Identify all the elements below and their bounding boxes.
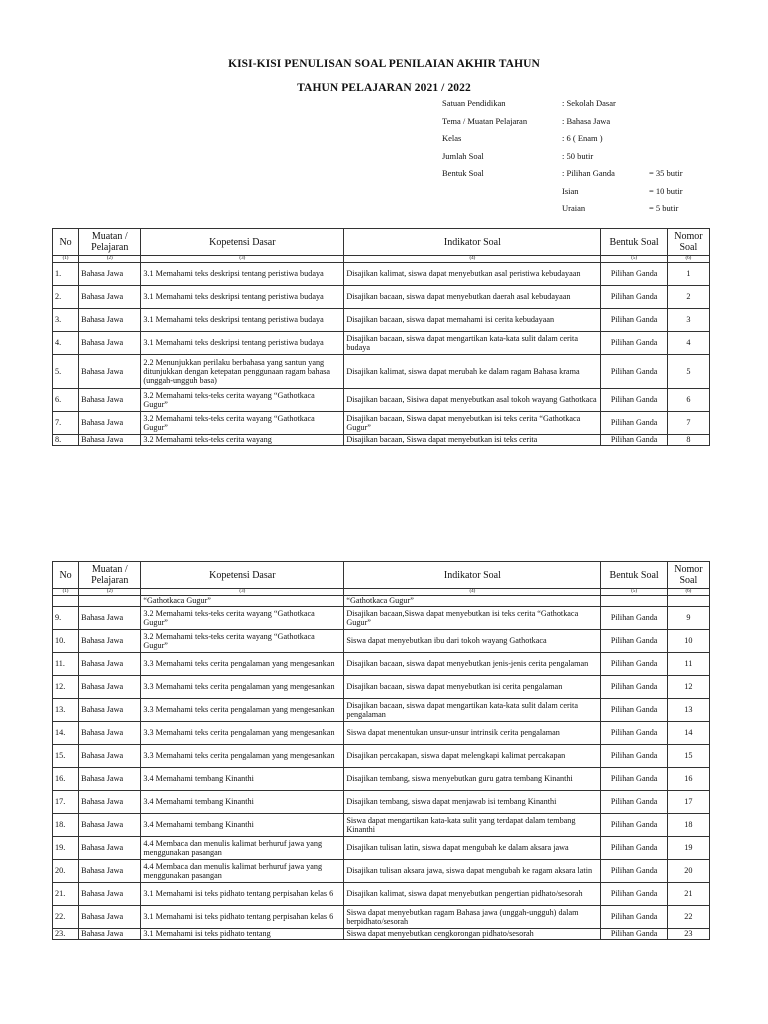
cell-no: 6. bbox=[53, 389, 79, 412]
identity-value: : Pilihan Ganda bbox=[562, 168, 615, 178]
cell-no: 16. bbox=[53, 768, 79, 791]
column-index: (2) bbox=[79, 256, 141, 263]
cell-bentuk-soal: Pilihan Ganda bbox=[601, 435, 667, 446]
cell-muatan: Bahasa Jawa bbox=[79, 883, 141, 906]
table-row bbox=[53, 745, 710, 768]
cell-kompetensi-dasar: 3.4 Memahami tembang Kinanthi bbox=[141, 768, 344, 791]
cell-bentuk-soal: Pilihan Ganda bbox=[601, 929, 667, 940]
cell-indikator: Disajikan tulisan aksara jawa, siswa dapat mengubah ke ragam aksara latin bbox=[344, 860, 601, 883]
cell-nomor-soal: 2 bbox=[667, 286, 709, 309]
cell-kompetensi-dasar: 3.3 Memahami teks cerita pengalaman yang mengesankan bbox=[141, 745, 344, 768]
column-index: (4) bbox=[344, 256, 601, 263]
cell-kompetensi-dasar: 2.2 Menunjukkan perilaku berbahasa yang santun yang ditunjukkan dengan ketepatan penggunaan ragam bahasa (unggah-ungguh basa) bbox=[141, 355, 344, 389]
column-index-row bbox=[53, 256, 710, 263]
column-index: (4) bbox=[344, 589, 601, 596]
cell-nomor-soal: 10 bbox=[667, 630, 709, 653]
cell-kompetensi-dasar: 3.2 Memahami teks-teks cerita wayang “Gathotkaca Gugur” bbox=[141, 630, 344, 653]
cell-kompetensi-dasar: 3.3 Memahami teks cerita pengalaman yang mengesankan bbox=[141, 653, 344, 676]
header-muatan bbox=[79, 562, 141, 589]
cell-indikator: Siswa dapat mengartikan kata-kata sulit yang terdapat dalam tembang Kinanthi bbox=[344, 814, 601, 837]
column-index: (5) bbox=[601, 589, 667, 596]
cell-no: 22. bbox=[53, 906, 79, 929]
cell-nomor-soal: 4 bbox=[667, 332, 709, 355]
cell-nomor-soal: 5 bbox=[667, 355, 709, 389]
cell-nomor-soal: 23 bbox=[667, 929, 709, 940]
cell-bentuk-soal: Pilihan Ganda bbox=[601, 355, 667, 389]
kisi-kisi-table-page-1 bbox=[52, 228, 710, 446]
cell-nomor-soal: 7 bbox=[667, 412, 709, 435]
cell-bentuk-soal: Pilihan Ganda bbox=[601, 653, 667, 676]
cell-no: 19. bbox=[53, 837, 79, 860]
table-header-row bbox=[53, 229, 710, 256]
identity-value: Uraian bbox=[562, 203, 586, 213]
cell-indikator: Disajikan bacaan, Sisiwa dapat menyebutkan asal tokoh wayang Gathotkaca bbox=[344, 389, 601, 412]
header-kompetensi-dasar: Kopetensi Dasar bbox=[141, 562, 344, 589]
table-row bbox=[53, 435, 710, 446]
cell-no: 23. bbox=[53, 929, 79, 940]
cell-kompetensi-dasar: 3.2 Memahami teks-teks cerita wayang “Gathotkaca Gugur” bbox=[141, 412, 344, 435]
cell-indikator: Disajikan tulisan latin, siswa dapat mengubah ke dalam aksara jawa bbox=[344, 837, 601, 860]
cell-muatan: Bahasa Jawa bbox=[79, 286, 141, 309]
identity-label: Satuan Pendidikan bbox=[442, 98, 506, 108]
cell-kompetensi-dasar: 3.4 Memahami tembang Kinanthi bbox=[141, 814, 344, 837]
table-row bbox=[53, 412, 710, 435]
cell-indikator: Disajikan bacaan, siswa dapat mengartikan kata-kata sulit dalam cerita budaya bbox=[344, 332, 601, 355]
header-nomor-line2: Soal bbox=[679, 242, 698, 253]
cell-nomor-soal: 22 bbox=[667, 906, 709, 929]
header-kompetensi-dasar: Kopetensi Dasar bbox=[141, 229, 344, 256]
cell-bentuk-soal: Pilihan Ganda bbox=[601, 630, 667, 653]
header-no: No bbox=[53, 229, 79, 256]
cell-kompetensi-dasar: 3.2 Memahami teks-teks cerita wayang “Gathotkaca Gugur” bbox=[141, 607, 344, 630]
cell-kompetensi-dasar: 3.2 Memahami teks-teks cerita wayang “Gathotkaca Gugur” bbox=[141, 389, 344, 412]
cell-nomor-soal: 11 bbox=[667, 653, 709, 676]
table-row bbox=[53, 860, 710, 883]
cell-muatan: Bahasa Jawa bbox=[79, 768, 141, 791]
cell-indikator: Disajikan bacaan, Siswa dapat menyebutkan isi teks cerita “Gathotkaca Gugur” bbox=[344, 412, 601, 435]
header-nomor-line1: Nomor bbox=[674, 564, 703, 575]
column-index: (6) bbox=[667, 256, 709, 263]
cell-nomor-soal: 21 bbox=[667, 883, 709, 906]
cell-indikator: Disajikan bacaan, siswa dapat menyebutkan jenis-jenis cerita pengalaman bbox=[344, 653, 601, 676]
cell-muatan: Bahasa Jawa bbox=[79, 906, 141, 929]
cell-bentuk-soal: Pilihan Ganda bbox=[601, 286, 667, 309]
cell-nomor-soal: 18 bbox=[667, 814, 709, 837]
cell-muatan: Bahasa Jawa bbox=[79, 722, 141, 745]
cell-no: 10. bbox=[53, 630, 79, 653]
cell-indikator: Disajikan bacaan, siswa dapat menyebutkan daerah asal kebudayaan bbox=[344, 286, 601, 309]
identity-label: Jumlah Soal bbox=[442, 150, 484, 161]
cell-muatan: Bahasa Jawa bbox=[79, 814, 141, 837]
table-row bbox=[53, 676, 710, 699]
identity-count: = 10 butir bbox=[649, 185, 683, 196]
cell-bentuk-soal: Pilihan Ganda bbox=[601, 412, 667, 435]
cell-kompetensi-dasar: 3.2 Memahami teks-teks cerita wayang bbox=[141, 435, 344, 446]
cell-bentuk-soal: Pilihan Ganda bbox=[601, 768, 667, 791]
cell-nomor-soal: 3 bbox=[667, 309, 709, 332]
cell-muatan: Bahasa Jawa bbox=[79, 389, 141, 412]
cell-bentuk-soal: Pilihan Ganda bbox=[601, 837, 667, 860]
identity-value: : 6 ( Enam ) bbox=[562, 133, 603, 143]
identity-value: : Bahasa Jawa bbox=[562, 115, 611, 126]
cell-kompetensi-dasar: 3.1 Memahami teks deskripsi tentang peristiwa budaya bbox=[141, 309, 344, 332]
cell-nomor-soal: 1 bbox=[667, 263, 709, 286]
cell-kompetensi-dasar: 3.1 Memahami teks deskripsi tentang peristiwa budaya bbox=[141, 332, 344, 355]
cell-indikator: Siswa dapat menyebutkan ibu dari tokoh wayang Gathotkaca bbox=[344, 630, 601, 653]
cell-no: 13. bbox=[53, 699, 79, 722]
header-muatan-line2: Pelajaran bbox=[91, 575, 129, 586]
table-row bbox=[53, 883, 710, 906]
cell-muatan: Bahasa Jawa bbox=[79, 699, 141, 722]
header-indikator-soal: Indikator Soal bbox=[344, 562, 601, 589]
cell-muatan: Bahasa Jawa bbox=[79, 837, 141, 860]
cell-no: 15. bbox=[53, 745, 79, 768]
cell-kompetensi-dasar: 3.3 Memahami teks cerita pengalaman yang mengesankan bbox=[141, 722, 344, 745]
cell-kompetensi-dasar: “Gathotkaca Gugur” bbox=[141, 596, 344, 607]
cell-indikator: Disajikan kalimat, siswa dapat merubah ke dalam ragam Bahasa krama bbox=[344, 355, 601, 389]
cell-no: 14. bbox=[53, 722, 79, 745]
cell-muatan: Bahasa Jawa bbox=[79, 355, 141, 389]
table-row bbox=[53, 263, 710, 286]
cell-nomor-soal: 9 bbox=[667, 607, 709, 630]
header-muatan-line2: Pelajaran bbox=[91, 242, 129, 253]
header-bentuk-soal: Bentuk Soal bbox=[601, 229, 667, 256]
identity-label: Bentuk Soal bbox=[442, 168, 484, 178]
cell-kompetensi-dasar: 3.1 Memahami isi teks pidhato tentang bbox=[141, 929, 344, 940]
cell-nomor-soal: 20 bbox=[667, 860, 709, 883]
cell-indikator: Disajikan kalimat, siswa dapat menyebutkan asal peristiwa kebudayaan bbox=[344, 263, 601, 286]
cell-no: 8. bbox=[53, 435, 79, 446]
column-index: (2) bbox=[79, 589, 141, 596]
cell-kompetensi-dasar: 4.4 Membaca dan menulis kalimat berhuruf jawa yang menggunakan pasangan bbox=[141, 860, 344, 883]
cell-no: 20. bbox=[53, 860, 79, 883]
cell-bentuk-soal bbox=[601, 596, 667, 607]
cell-no: 3. bbox=[53, 309, 79, 332]
cell-bentuk-soal: Pilihan Ganda bbox=[601, 332, 667, 355]
header-nomor-line2: Soal bbox=[679, 575, 698, 586]
cell-muatan: Bahasa Jawa bbox=[79, 929, 141, 940]
cell-no: 21. bbox=[53, 883, 79, 906]
table-row bbox=[53, 355, 710, 389]
cell-indikator: Disajikan percakapan, siswa dapat melengkapi kalimat percakapan bbox=[344, 745, 601, 768]
cell-no: 1. bbox=[53, 263, 79, 286]
cell-muatan: Bahasa Jawa bbox=[79, 791, 141, 814]
column-index: (5) bbox=[601, 256, 667, 263]
identity-value: : Sekolah Dasar bbox=[562, 98, 616, 108]
cell-muatan: Bahasa Jawa bbox=[79, 653, 141, 676]
table-row bbox=[53, 791, 710, 814]
cell-no: 5. bbox=[53, 355, 79, 389]
cell-no: 18. bbox=[53, 814, 79, 837]
cell-bentuk-soal: Pilihan Ganda bbox=[601, 791, 667, 814]
document-subtitle: TAHUN PELAJARAN 2021 / 2022 bbox=[297, 82, 471, 94]
identity-count: = 35 butir bbox=[649, 168, 683, 178]
table-row bbox=[53, 722, 710, 745]
cell-nomor-soal: 13 bbox=[667, 699, 709, 722]
cell-no: 7. bbox=[53, 412, 79, 435]
cell-indikator: Disajikan kalimat, siswa dapat menyebutkan pengertian pidhato/sesorah bbox=[344, 883, 601, 906]
identity-value: : 50 butir bbox=[562, 150, 594, 161]
cell-muatan bbox=[79, 596, 141, 607]
cell-bentuk-soal: Pilihan Ganda bbox=[601, 906, 667, 929]
cell-bentuk-soal: Pilihan Ganda bbox=[601, 745, 667, 768]
cell-muatan: Bahasa Jawa bbox=[79, 676, 141, 699]
cell-kompetensi-dasar: 3.1 Memahami isi teks pidhato tentang perpisahan kelas 6 bbox=[141, 906, 344, 929]
cell-nomor-soal: 17 bbox=[667, 791, 709, 814]
cell-muatan: Bahasa Jawa bbox=[79, 607, 141, 630]
column-index: (3) bbox=[141, 589, 344, 596]
table-row bbox=[53, 332, 710, 355]
header-nomor-line1: Nomor bbox=[674, 231, 703, 242]
header-indikator-soal: Indikator Soal bbox=[344, 229, 601, 256]
table-row bbox=[53, 929, 710, 940]
cell-muatan: Bahasa Jawa bbox=[79, 630, 141, 653]
cell-indikator: “Gathotkaca Gugur” bbox=[344, 596, 601, 607]
cell-kompetensi-dasar: 3.4 Memahami tembang Kinanthi bbox=[141, 791, 344, 814]
cell-bentuk-soal: Pilihan Ganda bbox=[601, 389, 667, 412]
cell-nomor-soal: 14 bbox=[667, 722, 709, 745]
cell-indikator: Disajikan bacaan, siswa dapat menyebutkan isi cerita pengalaman bbox=[344, 676, 601, 699]
table-row bbox=[53, 309, 710, 332]
table-row bbox=[53, 837, 710, 860]
table-header-row bbox=[53, 562, 710, 589]
cell-muatan: Bahasa Jawa bbox=[79, 745, 141, 768]
column-index: (3) bbox=[141, 256, 344, 263]
column-index: (6) bbox=[667, 589, 709, 596]
cell-bentuk-soal: Pilihan Ganda bbox=[601, 883, 667, 906]
table-row bbox=[53, 768, 710, 791]
column-index: (1) bbox=[53, 589, 79, 596]
cell-nomor-soal: 16 bbox=[667, 768, 709, 791]
cell-kompetensi-dasar: 3.1 Memahami teks deskripsi tentang peristiwa budaya bbox=[141, 263, 344, 286]
cell-bentuk-soal: Pilihan Ganda bbox=[601, 676, 667, 699]
cell-no: 9. bbox=[53, 607, 79, 630]
header-no: No bbox=[53, 562, 79, 589]
identity-label: Kelas bbox=[442, 133, 462, 143]
cell-no: 2. bbox=[53, 286, 79, 309]
table-row bbox=[53, 607, 710, 630]
cell-indikator: Disajikan tembang, siswa menyebutkan guru gatra tembang Kinanthi bbox=[344, 768, 601, 791]
header-bentuk-soal: Bentuk Soal bbox=[601, 562, 667, 589]
cell-muatan: Bahasa Jawa bbox=[79, 412, 141, 435]
cell-nomor-soal: 19 bbox=[667, 837, 709, 860]
table-row bbox=[53, 906, 710, 929]
table-row bbox=[53, 286, 710, 309]
cell-bentuk-soal: Pilihan Ganda bbox=[601, 699, 667, 722]
table-row bbox=[53, 596, 710, 607]
kisi-kisi-table-page-2 bbox=[52, 561, 710, 940]
table-row bbox=[53, 653, 710, 676]
column-index: (1) bbox=[53, 256, 79, 263]
cell-kompetensi-dasar: 3.3 Memahami teks cerita pengalaman yang mengesankan bbox=[141, 699, 344, 722]
header-nomor-soal bbox=[667, 229, 709, 256]
table-row bbox=[53, 699, 710, 722]
cell-nomor-soal: 12 bbox=[667, 676, 709, 699]
cell-bentuk-soal: Pilihan Ganda bbox=[601, 814, 667, 837]
table-row bbox=[53, 630, 710, 653]
cell-nomor-soal: 15 bbox=[667, 745, 709, 768]
cell-bentuk-soal: Pilihan Ganda bbox=[601, 309, 667, 332]
cell-bentuk-soal: Pilihan Ganda bbox=[601, 860, 667, 883]
cell-no: 17. bbox=[53, 791, 79, 814]
cell-nomor-soal: 8 bbox=[667, 435, 709, 446]
table-row bbox=[53, 814, 710, 837]
table-row bbox=[53, 389, 710, 412]
header-nomor-soal bbox=[667, 562, 709, 589]
cell-bentuk-soal: Pilihan Ganda bbox=[601, 263, 667, 286]
cell-no: 12. bbox=[53, 676, 79, 699]
cell-indikator: Disajikan bacaan, Siswa dapat menyebutkan isi teks cerita bbox=[344, 435, 601, 446]
cell-kompetensi-dasar: 3.1 Memahami isi teks pidhato tentang perpisahan kelas 6 bbox=[141, 883, 344, 906]
identity-count: = 5 butir bbox=[649, 203, 679, 213]
cell-muatan: Bahasa Jawa bbox=[79, 435, 141, 446]
cell-kompetensi-dasar: 3.1 Memahami teks deskripsi tentang peristiwa budaya bbox=[141, 286, 344, 309]
cell-bentuk-soal: Pilihan Ganda bbox=[601, 722, 667, 745]
cell-no bbox=[53, 596, 79, 607]
header-muatan-line1: Muatan / bbox=[91, 564, 128, 575]
cell-nomor-soal bbox=[667, 596, 709, 607]
identity-value: Isian bbox=[562, 185, 579, 196]
cell-indikator: Siswa dapat menyebutkan ragam Bahasa jawa (unggah-ungguh) dalam berpidhato/sesorah bbox=[344, 906, 601, 929]
header-muatan bbox=[79, 229, 141, 256]
cell-indikator: Siswa dapat menyebutkan cengkorongan pidhato/sesorah bbox=[344, 929, 601, 940]
cell-indikator: Disajikan bacaan, siswa dapat mengartikan kata-kata sulit dalam cerita pengalaman bbox=[344, 699, 601, 722]
cell-kompetensi-dasar: 3.3 Memahami teks cerita pengalaman yang mengesankan bbox=[141, 676, 344, 699]
column-index-row bbox=[53, 589, 710, 596]
identity-label: Tema / Muatan Pelajaran bbox=[442, 115, 528, 126]
cell-indikator: Disajikan bacaan, siswa dapat memahami isi cerita kebudayaan bbox=[344, 309, 601, 332]
header-muatan-line1: Muatan / bbox=[91, 231, 128, 242]
cell-muatan: Bahasa Jawa bbox=[79, 263, 141, 286]
cell-muatan: Bahasa Jawa bbox=[79, 860, 141, 883]
cell-indikator: Siswa dapat menentukan unsur-unsur intrinsik cerita pengalaman bbox=[344, 722, 601, 745]
cell-bentuk-soal: Pilihan Ganda bbox=[601, 607, 667, 630]
cell-muatan: Bahasa Jawa bbox=[79, 309, 141, 332]
cell-no: 11. bbox=[53, 653, 79, 676]
cell-nomor-soal: 6 bbox=[667, 389, 709, 412]
cell-indikator: Disajikan bacaan,Siswa dapat menyebutkan isi teks cerita “Gathotkaca Gugur” bbox=[344, 607, 601, 630]
cell-muatan: Bahasa Jawa bbox=[79, 332, 141, 355]
document-title: KISI-KISI PENULISAN SOAL PENILAIAN AKHIR TAHUN bbox=[228, 58, 540, 70]
cell-no: 4. bbox=[53, 332, 79, 355]
cell-indikator: Disajikan tembang, siswa dapat menjawab isi tembang Kinanthi bbox=[344, 791, 601, 814]
cell-kompetensi-dasar: 4.4 Membaca dan menulis kalimat berhuruf jawa yang menggunakan pasangan bbox=[141, 837, 344, 860]
